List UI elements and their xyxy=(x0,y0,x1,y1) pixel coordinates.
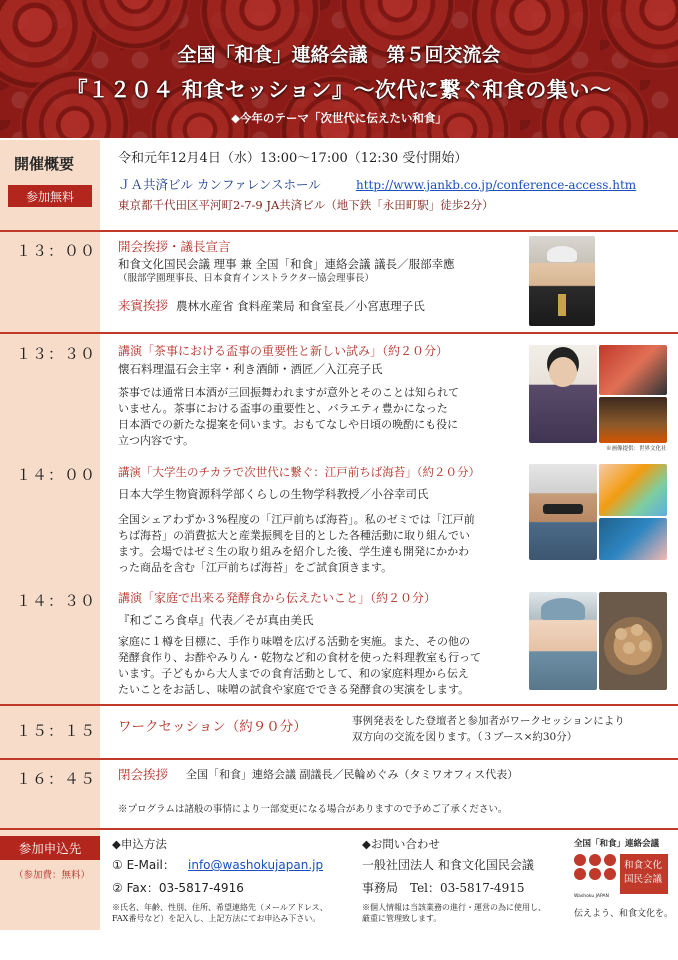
contact-org: 一般社団法人 和食文化国民会議 xyxy=(362,858,534,872)
speaker-line: 和食文化国民会議 理事 兼 全国「和食」連絡会議 議長／服部幸應 xyxy=(118,257,455,271)
food-photo xyxy=(599,397,667,443)
schedule-title: 講演「茶事における盃事の重要性と新しい試み」（約２０分） xyxy=(118,344,449,358)
schedule-time: １６：４５ xyxy=(16,770,97,788)
description-line: 立つ内容です。 xyxy=(118,434,195,447)
overview-label: 開催概要 xyxy=(14,155,75,173)
event-title: 全国「和食」連絡会議 第５回交流会 xyxy=(177,44,501,66)
program-note: ※プログラムは諸般の事情により一部変更になる場合がありますので予めご了承ください。 xyxy=(118,804,508,815)
description-line: った商品を含む「江戸前ちば海苔」をご試食頂きます。 xyxy=(118,561,393,574)
schedule-time: １４：３０ xyxy=(16,592,97,610)
divider xyxy=(0,704,678,706)
description-line: 発酵食作り、お酢やみりん・乾物など和の食材を使った料理教室も行って xyxy=(118,651,481,664)
description-line: 日本酒での新たな提案を伺います。おもてなしや日頃の晩酌にも役に xyxy=(118,418,459,431)
description-line: いません。茶事における盃事の重要性と、バラエティ豊かになった xyxy=(118,402,448,415)
guest-text: 農林水産省 食料産業局 和食室長／小宮恵理子氏 xyxy=(176,299,425,313)
venue-address: 東京都千代田区平河町2-7-9 JA共済ビル（地下鉄「永田町駅」徒歩2分） xyxy=(118,198,494,212)
description-line: 双方向の交流を図ります。（３ブース×約30分） xyxy=(352,731,578,743)
apply-note: FAX番号など）を記入し、上記方法にてお申込み下さい。 xyxy=(112,914,321,923)
divider xyxy=(0,332,678,334)
description-line: います。子どもから大人までの食育活動として、和の家庭料理から伝え xyxy=(118,667,469,680)
description-line: 全国「和食」連絡会議 副議長／民輪めぐみ（タミワオフィス代表） xyxy=(186,768,519,781)
method-heading: ◆申込方法 xyxy=(112,837,167,851)
venue-url-link[interactable]: http://www.jankb.co.jp/conference-access.htm xyxy=(356,178,637,192)
speaker-line: 日本大学生物資源科学部くらしの生物学科教授／小谷幸司氏 xyxy=(118,487,429,501)
divider xyxy=(0,230,678,232)
description-line: ちば海苔」の消費拡大と産業振興を目的とした各種活動に取り組んでい xyxy=(118,529,470,542)
speaker-photo xyxy=(529,236,595,326)
venue-name: ＪＡ共済ビル カンファレンスホール xyxy=(118,177,321,192)
speaker-line: 懐石料理温石会主宰・利き酒師・酒匠／入江亮子氏 xyxy=(118,362,383,376)
contact-note: ※個人情報は当該業務の進行・運営の為に使用し、 xyxy=(362,903,546,912)
logo-name: 国民会議 xyxy=(624,874,663,885)
event-date: 令和元年12月4日（水）13:00〜17:00（12:30 受付開始） xyxy=(118,151,468,166)
students-photo xyxy=(599,464,667,516)
washoku-logo xyxy=(572,836,672,928)
description-line: 事例発表をした登壇者と参加者がワークセッションにより xyxy=(352,715,625,727)
schedule-title: ワークセッション（約９０分） xyxy=(118,719,307,735)
logo-name: 和食文化 xyxy=(624,860,663,871)
description-line: 全国シェアわずか３%程度の「江戸前ちば海苔」。私のゼミでは「江戸前 xyxy=(118,513,475,526)
food-photo xyxy=(599,345,667,395)
speaker-photo xyxy=(529,345,597,443)
contact-note: 厳重に管理致します。 xyxy=(362,914,442,923)
schedule-time: １５：１５ xyxy=(16,722,97,740)
speaker-affiliation: （服部学園理事長、日本食育インストラクター協会理事長） xyxy=(118,273,375,284)
email-link[interactable]: info@washokujapan.jp xyxy=(188,858,324,872)
header-banner xyxy=(0,0,678,138)
schedule-time: １３：００ xyxy=(16,242,97,260)
schedule-title: 閉会挨拶 xyxy=(118,767,169,782)
schedule-title: 開会挨拶・議長宣言 xyxy=(118,239,231,254)
logo-name-box xyxy=(620,854,668,894)
email-label: ① E-Mail： xyxy=(112,858,175,872)
divider xyxy=(0,828,678,830)
contact-heading: ◆お問い合わせ xyxy=(362,837,440,851)
miso-photo xyxy=(599,592,667,690)
speaker-line: 『和ごころ食卓』代表／そが真由美氏 xyxy=(118,613,314,627)
apply-label: 参加申込先 xyxy=(0,836,100,860)
divider xyxy=(0,758,678,760)
description-line: 茶事では通常日本酒が三回振舞われますが意外とそのことは知られて xyxy=(118,386,459,399)
logo-tagline: 伝えよう、和食文化を。 xyxy=(574,909,674,919)
schedule-title: 講演「家庭で出来る発酵食から伝えたいこと」（約２０分） xyxy=(118,591,437,605)
speaker-photo xyxy=(529,464,597,560)
description-line: 家庭に１樽を目標に、手作り味噌を広げる活動を実施。また、その他の xyxy=(118,635,470,648)
logo-top-text: 全国「和食」連絡会議 xyxy=(574,839,660,849)
schedule-title: 講演「大学生のチカラで次世代に繋ぐ：江戸前ちば海苔」（約２０分） xyxy=(118,465,481,479)
contact-office: 事務局 Tel：03-5817-4915 xyxy=(362,881,525,895)
apply-note: ※氏名、年齢、性別、住所、希望連絡先（メールアドレス、 xyxy=(112,903,328,912)
fax-number: ② Fax：03-5817-4916 xyxy=(112,881,244,895)
guest-label: 来賓挨拶 xyxy=(118,298,169,313)
speaker-photo xyxy=(529,592,597,690)
theme-text: ◆今年のテーマ「次世代に伝えたい和食」 xyxy=(231,111,447,125)
schedule-time: １３：３０ xyxy=(16,345,97,363)
logo-washoku: Washoku JAPAN xyxy=(574,894,609,899)
schedule-time: １４：００ xyxy=(16,466,97,484)
fee-text: （参加費：無料） xyxy=(14,870,91,881)
product-photo xyxy=(599,518,667,560)
free-badge: 参加無料 xyxy=(8,185,92,207)
description-line: たいことをお話し、味噌の試食や家庭でできる発酵食の実演をします。 xyxy=(118,683,470,696)
washoku-mark-icon xyxy=(574,854,618,892)
description-line: ます。会場ではゼミ生の取り組みを紹介した後、学生達も開発にかかわ xyxy=(118,545,470,558)
session-title: 『１２０４ 和食セッション』〜次代に繋ぐ和食の集い〜 xyxy=(66,77,612,102)
image-credit: ※画像提供：世界文化社 xyxy=(606,446,667,452)
